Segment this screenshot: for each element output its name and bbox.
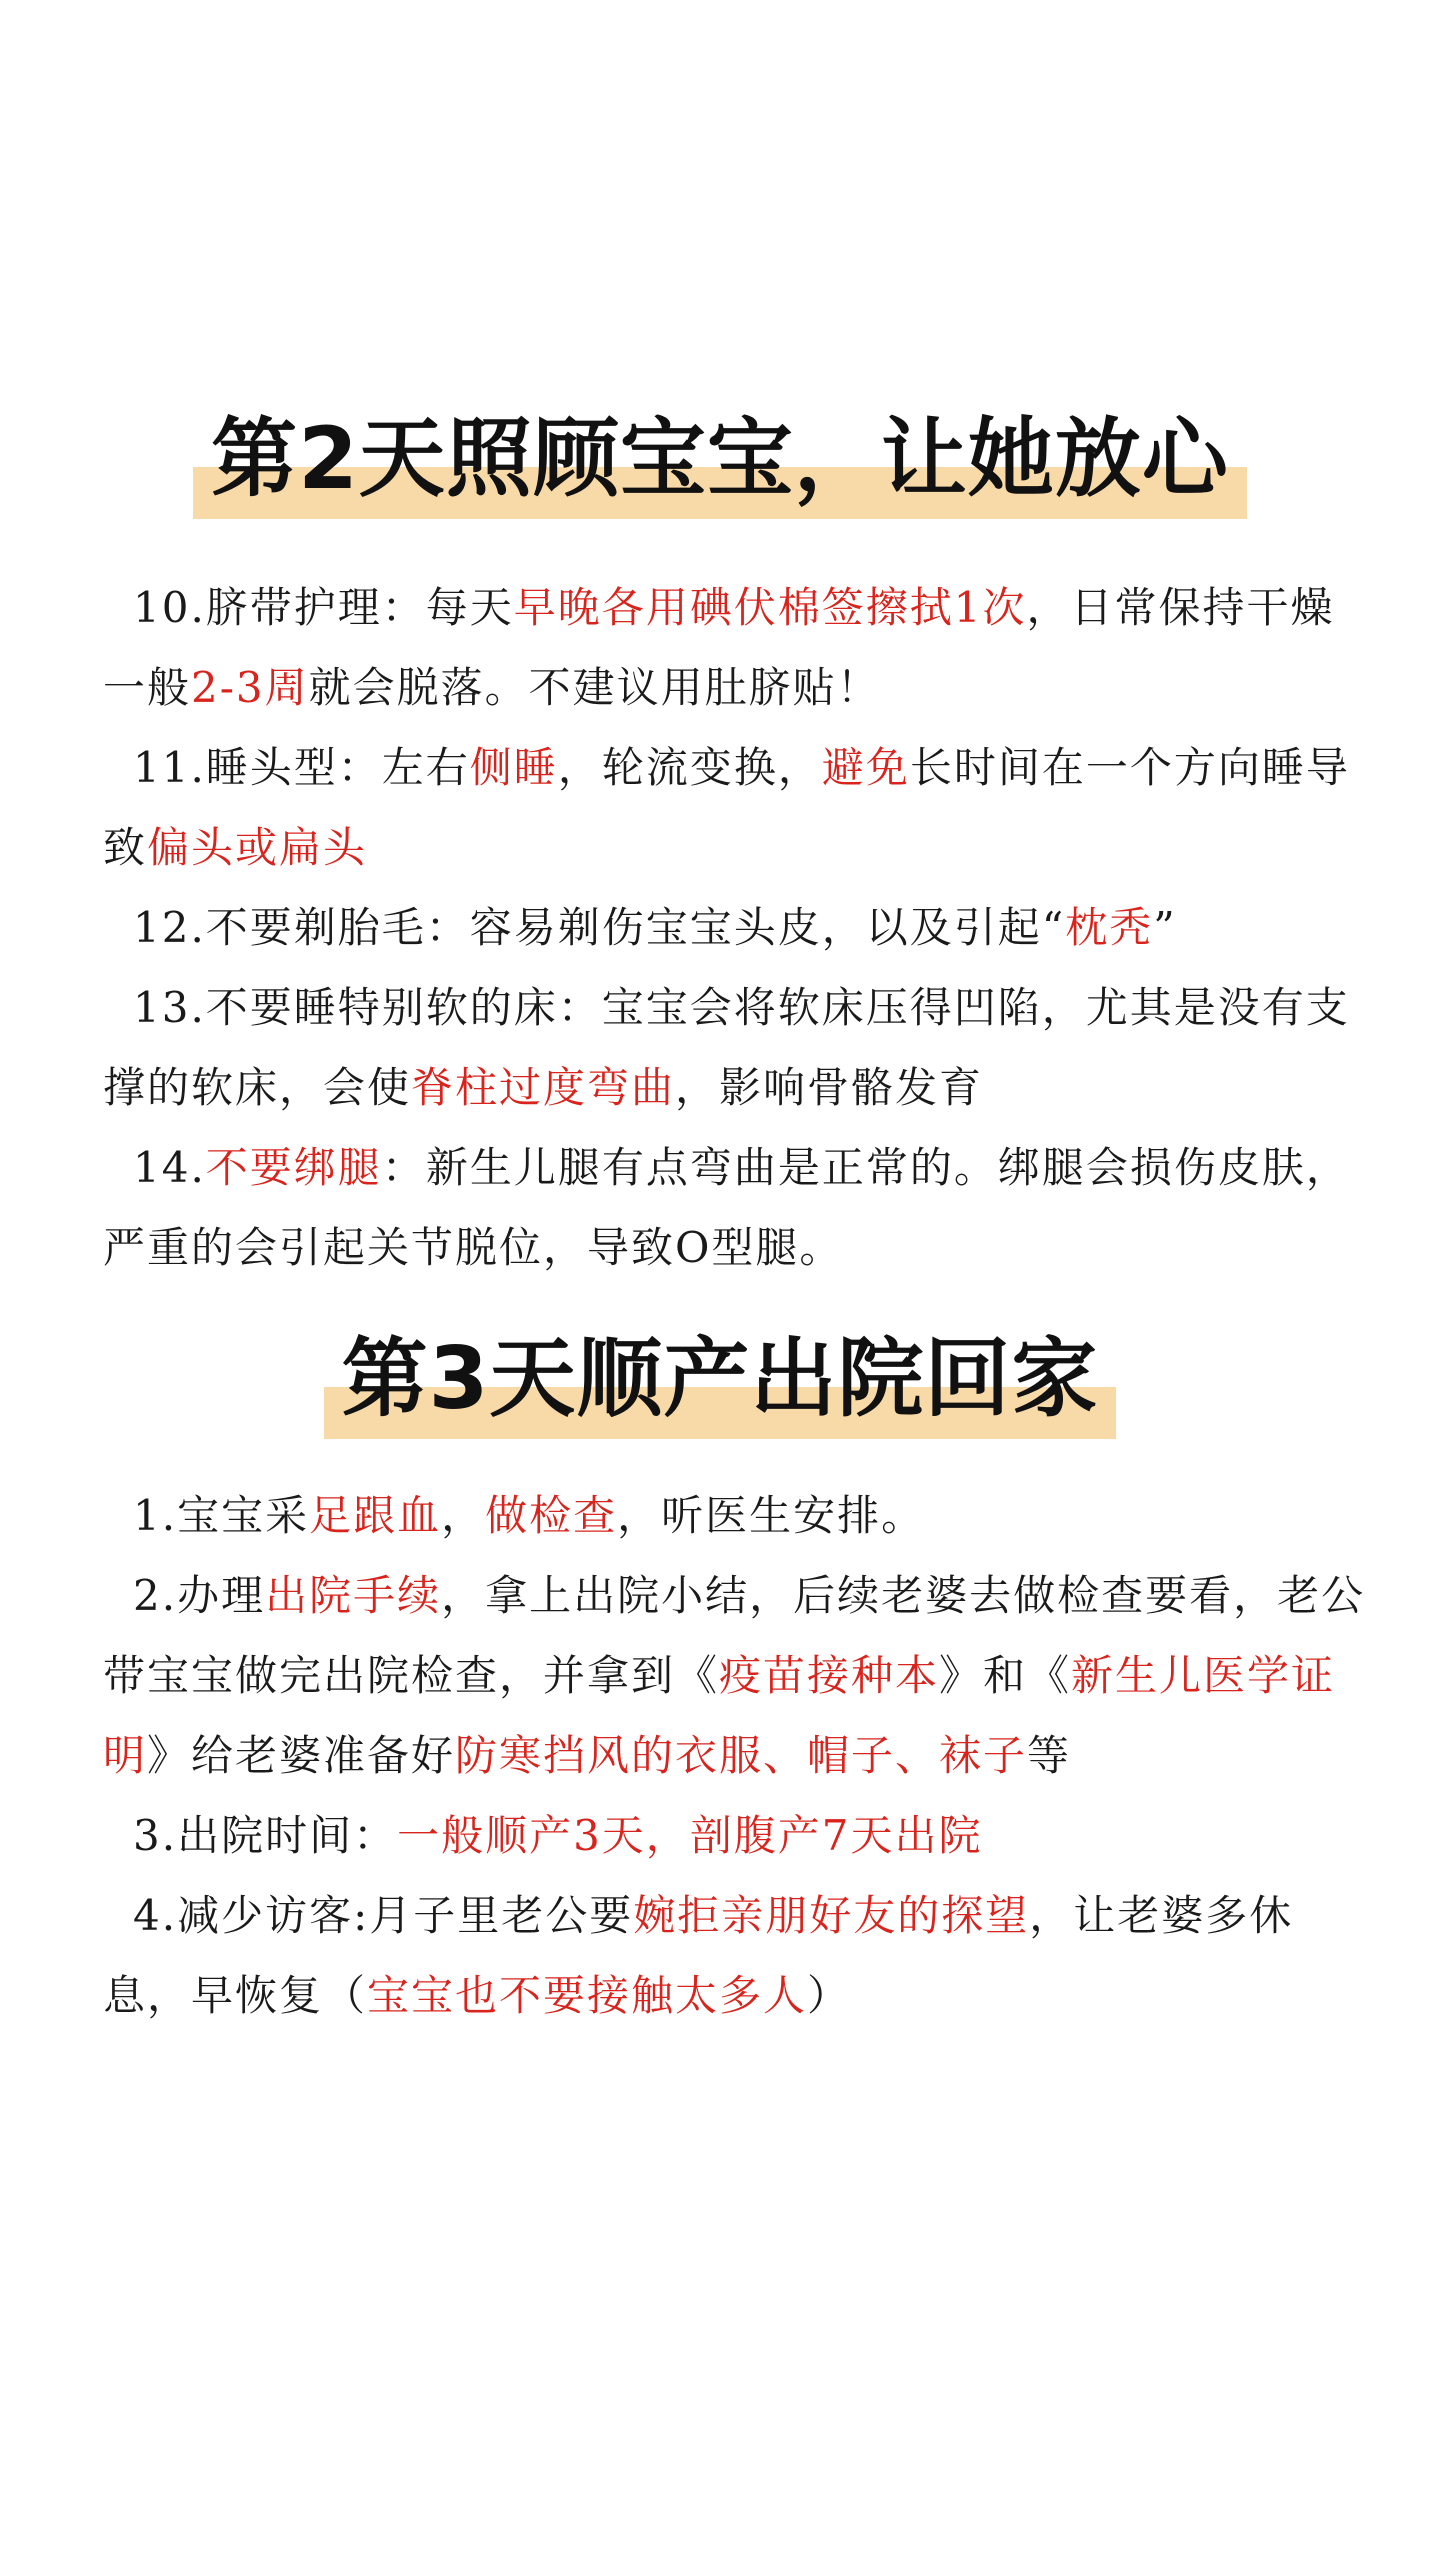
body-text: 长时间在一个方向睡导致 (103, 743, 1350, 872)
emphasis-text: 足跟血 (309, 1491, 442, 1540)
list-item-14 (103, 1128, 1373, 1288)
body-text: 3.出院时间： (133, 1811, 398, 1860)
body-text: 等 (1027, 1731, 1072, 1780)
heading-text: 第3天顺产出院回家 (341, 1329, 1099, 1429)
emphasis-text: 婉拒亲朋好友的探望 (633, 1891, 1030, 1940)
body-text: ，让老婆多休息，早恢复（ (103, 1891, 1294, 2020)
body-text: 14. (133, 1143, 206, 1192)
list-item-11 (103, 728, 1373, 888)
body-text: ，拿上出院小结，后续老婆去做检查要看，老公带宝宝做完出院检查，并拿到《 (103, 1571, 1366, 1700)
list-item-4 (103, 1876, 1373, 2036)
emphasis-text: 不要绑腿 (205, 1143, 382, 1192)
emphasis-text: 防寒挡风的衣服、帽子、袜子 (455, 1731, 1028, 1780)
emphasis-text: 偏头或扁头 (147, 823, 368, 872)
body-text: 就会脱落。不建议用肚脐贴！ (308, 663, 881, 712)
section-heading-day2-wrap (0, 410, 1440, 509)
body-text: ） (807, 1971, 852, 2020)
emphasis-text: 疫苗接种本 (719, 1651, 940, 1700)
emphasis-text: 早晚各用碘伏棉签擦拭1次 (513, 583, 1027, 632)
body-text: ” (1153, 903, 1177, 952)
body-text: 10.脐带护理：每天 (133, 583, 514, 632)
emphasis-text: 做检查 (485, 1491, 618, 1540)
body-text: ，影响骨骼发育 (675, 1063, 984, 1112)
body-text: 4.减少访客:月子里老公要 (133, 1891, 634, 1940)
emphasis-text: 侧睡 (469, 743, 558, 792)
body-text: 11.睡头型：左右 (133, 743, 470, 792)
body-text: ，轮流变换， (557, 743, 822, 792)
list-item-10 (103, 568, 1373, 728)
heading-text: 第2天照顾宝宝，让她放心 (211, 409, 1229, 509)
section-day3-list (103, 1476, 1373, 2036)
body-text: ：新生儿腿有点弯曲是正常的。绑腿会损伤皮肤，严重的会引起关节脱位，导致O型腿。 (103, 1143, 1350, 1272)
emphasis-text: 一般顺产3天，剖腹产7天出院 (397, 1811, 983, 1860)
list-item-3 (103, 1796, 1373, 1876)
body-text: 》给老婆准备好 (147, 1731, 456, 1780)
section-heading-day3 (324, 1330, 1117, 1429)
list-item-13 (103, 968, 1373, 1128)
body-text: ，日常保持干燥一般 (103, 583, 1335, 712)
section-day2-list (103, 568, 1373, 1288)
emphasis-text: 新生儿医学证明 (103, 1651, 1336, 1780)
list-item-2 (103, 1556, 1373, 1796)
emphasis-text: 2-3周 (191, 663, 309, 712)
body-text: 2.办理 (133, 1571, 266, 1620)
body-text: 》和《 (939, 1651, 1072, 1700)
section-heading-day3-wrap (0, 1330, 1440, 1429)
body-text: 1.宝宝采 (133, 1491, 310, 1540)
emphasis-text: 宝宝也不要接触太多人 (367, 1971, 808, 2020)
body-text: 12.不要剃胎毛：容易剃伤宝宝头皮，以及引起“ (133, 903, 1066, 952)
section-heading-day2 (193, 410, 1247, 509)
list-item-12 (103, 888, 1373, 968)
list-item-1 (103, 1476, 1373, 1556)
emphasis-text: 避免 (821, 743, 910, 792)
emphasis-text: 脊柱过度弯曲 (411, 1063, 676, 1112)
emphasis-text: 枕秃 (1065, 903, 1154, 952)
body-text: 13.不要睡特别软的床：宝宝会将软床压得凹陷，尤其是没有支撑的软床，会使 (103, 983, 1350, 1112)
body-text: ， (441, 1491, 486, 1540)
emphasis-text: 出院手续 (265, 1571, 442, 1620)
body-text: ，听医生安排。 (617, 1491, 926, 1540)
